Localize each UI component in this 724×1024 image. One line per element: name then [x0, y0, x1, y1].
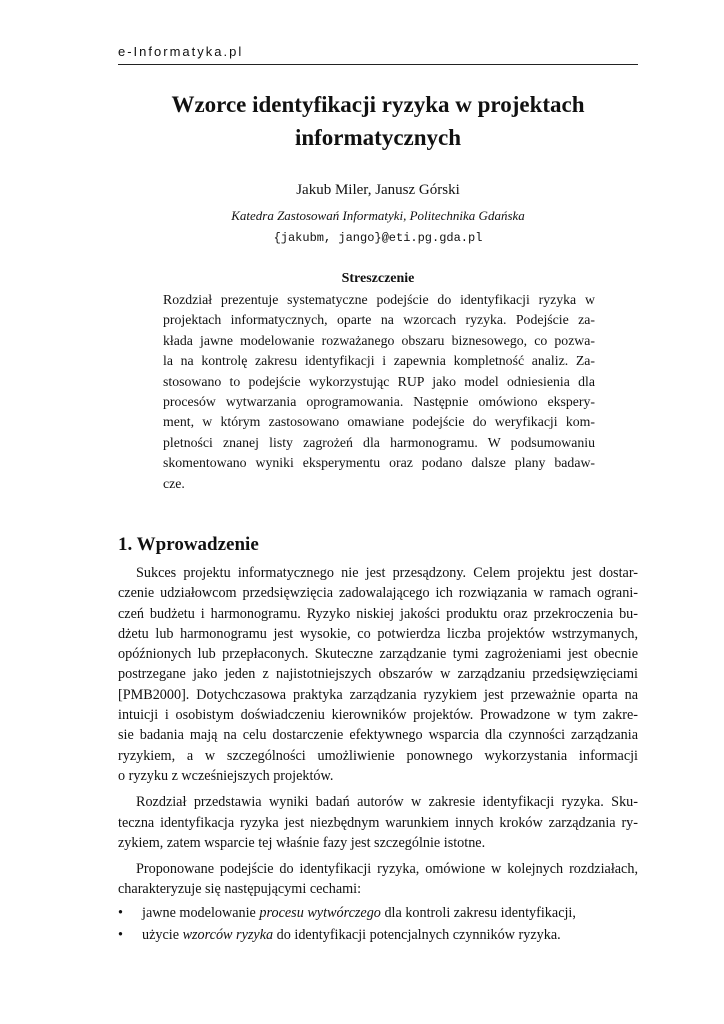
paragraph-line: Sukces projektu informatycznego nie jest przesądzony. Celem projektu jest dostar-: [136, 565, 638, 581]
abstract-line: ment, w którym zastosowano omawiane podejście do weryfikacji kom-: [163, 414, 595, 430]
bullet-marker: •: [118, 926, 123, 943]
feature-list: [118, 902, 638, 946]
abstract-line: procesów wytwarzania oprogramowania. Następnie omówiono ekspery-: [163, 394, 595, 410]
paragraph-line: o ryzyku z wcześniejszych projektów.: [118, 767, 334, 784]
paper-title: [118, 88, 638, 154]
abstract-body: [163, 290, 595, 494]
list-item: [118, 902, 638, 924]
paragraph-line: ryzykiem, a w szczególności umożliwienie ponownego wykorzystania informacji: [118, 747, 638, 764]
list-item-text: do identyfikacji potencjalnych czynników ryzyka.: [273, 926, 561, 943]
authors: Jakub Miler, Janusz Górski: [296, 182, 460, 198]
running-header: e-Informatyka.pl: [118, 44, 638, 65]
paragraph-line: zykiem, zatem wsparcie tej właśnie fazy jest szczególnie istotne.: [118, 834, 486, 851]
bullet-marker: •: [118, 904, 123, 921]
abstract-line: projektach informatycznych, oparte na wzorcach ryzyka. Podejście za-: [163, 312, 595, 328]
list-item-emphasis: wzorców ryzyka: [182, 926, 274, 943]
list-item-text: dla kontroli zakresu identyfikacji,: [380, 904, 576, 921]
paragraph: [118, 859, 638, 900]
abstract-line: stosowano to podejście wykorzystując RUP jako model odniesienia dla: [163, 373, 595, 389]
paragraph-line: Rozdział przedstawia wyniki badań autorów w zakresie identyfikacji ryzyka. Sku-: [136, 794, 638, 811]
abstract-line: Rozdział prezentuje systematyczne podejście do identyfikacji ryzyka w: [163, 292, 595, 307]
paragraph-line: teczna identyfikacja ryzyka jest niezbędnym warunkiem innych kroków zarządzania ry-: [118, 814, 638, 831]
abstract-line: skomentowano wyniki eksperymentu oraz podano dalsze plany badaw-: [163, 455, 595, 471]
paragraph-line: dżetu lub harmonogramu jest wysokie, co potwierdza liczba projektów wstrzymanych,: [118, 625, 638, 642]
paragraph-line: intuicji i osobistym doświadczeniu kierowników projektów. Prowadzone w tym zakre-: [118, 707, 638, 724]
paragraph: [118, 792, 638, 853]
list-item-text: jawne modelowanie: [142, 904, 260, 921]
list-item: [118, 924, 638, 946]
paragraph-line: postrzegane jako jeden z najistotniejszych obszarów w zarządzaniu przedsięwzięciami: [118, 666, 638, 683]
title-line-2: informatycznych: [294, 125, 462, 150]
section-body: [118, 563, 638, 946]
paragraph-line: charakteryzuje się następującymi cechami:: [118, 881, 362, 898]
affiliation: Katedra Zastosowań Informatyki, Politechnika Gdańska: [231, 208, 525, 223]
paragraph-line: [PMB2000]. Dotychczasowa praktyka zarządzania ryzykiem jest przeważnie oparta na: [118, 686, 638, 703]
abstract-line: kłada jawne modelowanie rozważanego obszaru biznesowego, co pozwa-: [163, 332, 595, 348]
abstract-heading: Streszczenie: [341, 271, 415, 286]
abstract-line: la na kontrolę zakresu identyfikacji i zapewnia kompletność analiz. Za-: [163, 353, 595, 369]
list-item-emphasis: procesu wytwórczego: [259, 904, 381, 921]
list-item-text: użycie: [142, 926, 183, 943]
abstract-line: pletności znanej listy zagrożeń dla harmonogramu. W podsumowaniu: [163, 434, 595, 450]
paragraph-line: czeń budżetu i harmonogramu. Ryzyko niskiej jakości produktu oraz przekroczenia bu-: [118, 605, 638, 622]
paragraph-line: sie badania mają na celu dostarczenie efektywnego wsparcia dla czynności zarządzania: [118, 727, 638, 744]
paragraph: [118, 563, 638, 786]
paragraph-line: opóźnionych lub przepłaconych. Skuteczne zarządzanie tymi zagrożeniami jest obecnie: [118, 646, 638, 663]
paragraph-line: czenie udziałowcom przedsięwzięcia zadowalającego ich rozwiązania w ramach ograni-: [118, 585, 638, 602]
author-emails: {jakubm, jango}@eti.pg.gda.pl: [273, 231, 483, 245]
section-heading: 1. Wprowadzenie: [118, 534, 259, 555]
paragraph-line: Proponowane podejście do identyfikacji ryzyka, omówione w kolejnych rozdziałach,: [136, 861, 638, 878]
title-line-1: Wzorce identyfikacji ryzyka w projektach: [171, 92, 585, 117]
abstract-line: cze.: [163, 475, 185, 491]
